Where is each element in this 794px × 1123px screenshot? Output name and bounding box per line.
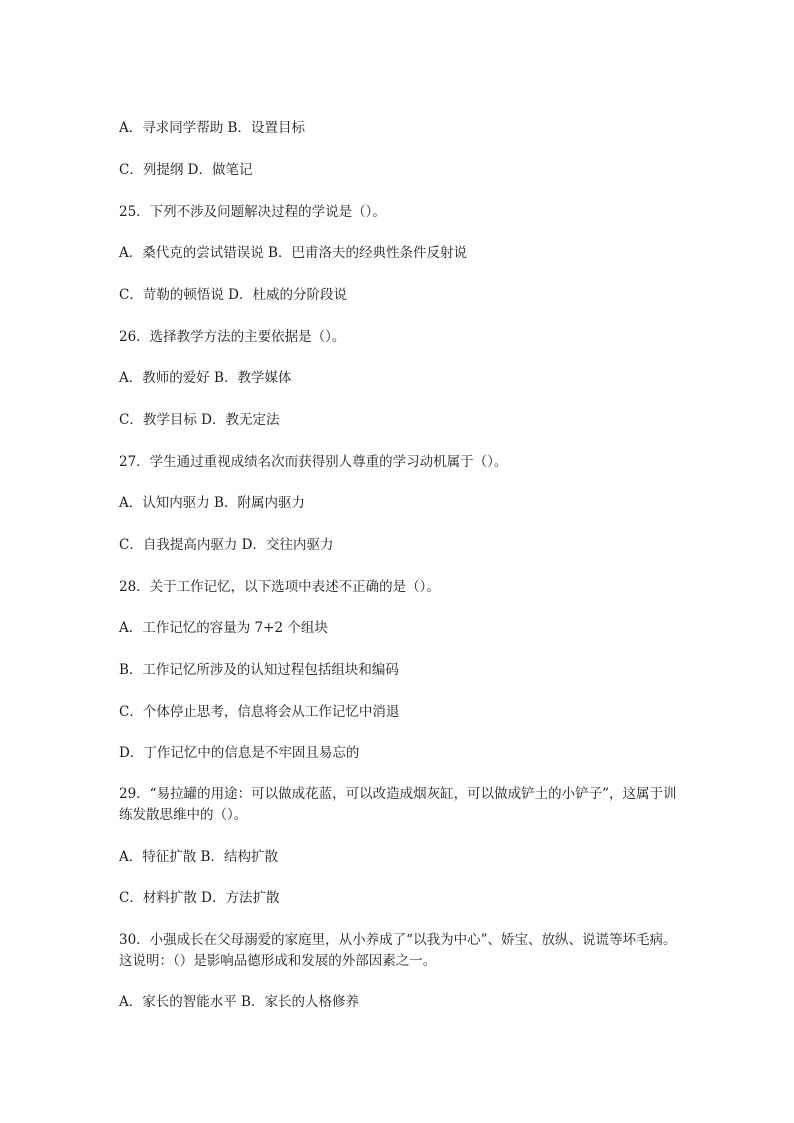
option-line: C．苛勒的顿悟说 D．杜威的分阶段说 (119, 287, 347, 303)
option-line: A．寻求同学帮助 B．设置目标 (119, 120, 305, 136)
option-line: A．工作记忆的容量为 7+2 个组块 (119, 620, 328, 636)
question-25: 25．下列不涉及问题解决过程的学说是（）。 (119, 204, 386, 220)
option-line: A．教师的爱好 B．教学媒体 (119, 370, 292, 386)
question-27: 27．学生通过重视成绩名次而获得别人尊重的学习动机属于（）。 (119, 454, 508, 470)
question-29: 29．“易拉罐的用途：可以做成花蓝，可以改造成烟灰缸，可以做成铲土的小铲子”，这属于训练发散思维中的（）。 (119, 786, 677, 823)
option-line: C．列提纲 D．做笔记 (119, 162, 253, 178)
option-line: A．特征扩散 B．结构扩散 (119, 849, 278, 865)
option-line: A．认知内驱力 B．附属内驱力 (119, 495, 305, 511)
question-30: 30．小强成长在父母溺爱的家庭里，从小养成了“以我为中心”、娇宝、放纵、说谎等坏毛病。这说明：（）是影响品德形成和发展的外部因素之一。 (119, 932, 677, 969)
option-line: A．家长的智能水平 B．家长的人格修养 (119, 994, 359, 1010)
option-line: D．丁作记忆中的信息是不牢固且易忘的 (119, 745, 360, 761)
option-line: C．自我提高内驱力 D．交往内驱力 (119, 537, 334, 553)
option-line: A．桑代克的尝试错误说 B．巴甫洛夫的经典性条件反射说 (119, 245, 467, 261)
option-line: C．教学目标 D．教无定法 (119, 412, 280, 428)
option-line: C．个体停止思考，信息将会从工作记忆中消退 (119, 704, 400, 720)
question-26: 26．选择教学方法的主要依据是（）。 (119, 329, 346, 345)
option-line: B．工作记忆所涉及的认知过程包括组块和编码 (119, 662, 399, 678)
option-line: C．材料扩散 D．方法扩散 (119, 890, 280, 906)
question-28: 28．关于工作记忆，以下选项中表述不正确的是（）。 (119, 579, 440, 595)
